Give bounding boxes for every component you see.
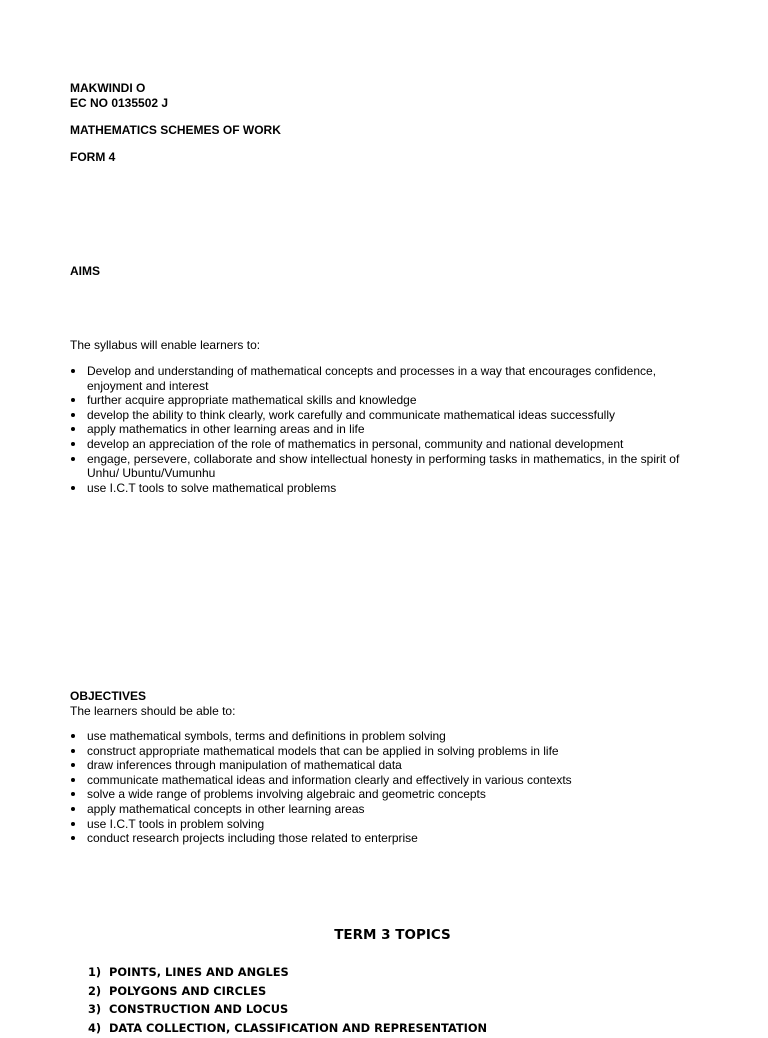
list-item: use mathematical symbols, terms and definitions in problem solving [70,729,708,744]
list-item: use I.C.T tools to solve mathematical problems [70,481,708,496]
list-item: further acquire appropriate mathematical skills and knowledge [70,393,708,408]
term-heading: TERM 3 TOPICS [334,927,451,943]
list-item: conduct research projects including those related to enterprise [70,831,708,846]
topic-number: 1) [88,965,102,979]
topic-label: POLYGONS AND CIRCLES [108,983,267,998]
aims-list [70,364,708,495]
objectives-list [70,729,708,846]
topic-label: POINTS, LINES AND ANGLES [108,965,289,979]
list-item: develop an appreciation of the role of mathematics in personal, community and national development [70,437,708,452]
aims-heading: AIMS [70,264,100,278]
topic-number: 2) [88,983,102,998]
list-item: solve a wide range of problems involving algebraic and geometric concepts [70,787,708,802]
list-item [88,963,487,982]
list-item: engage, persevere, collaborate and show intellectual honesty in performing tasks in mathematics, in the spirit of Unhu/ Ubuntu/Vumunhu [70,452,708,481]
list-item: apply mathematics in other learning areas and in life [70,422,708,437]
list-item: use I.C.T tools in problem solving [70,817,708,832]
list-item: draw inferences through manipulation of mathematical data [70,758,708,773]
ec-number: EC NO 0135502 J [70,96,169,110]
form-label: FORM 4 [70,150,116,164]
list-item [88,1000,487,1019]
objectives-heading: OBJECTIVES [70,689,147,703]
list-item: apply mathematical concepts in other learning areas [70,802,708,817]
list-item: construct appropriate mathematical models that can be applied in solving problems in life [70,744,708,759]
list-item [88,1019,487,1038]
author-name: MAKWINDI O [70,81,146,95]
document-title: MATHEMATICS SCHEMES OF WORK [70,123,281,137]
list-item [88,982,487,1001]
list-item: Develop and understanding of mathematical concepts and processes in a way that encourages confidence, enjoyment and interest [70,364,708,393]
topic-label: CONSTRUCTION AND LOCUS [108,1002,289,1017]
topics-list [88,963,487,1038]
list-item: communicate mathematical ideas and information clearly and effectively in various contexts [70,773,708,788]
topic-number: 4) [88,1021,102,1036]
aims-intro: The syllabus will enable learners to: [70,338,261,352]
topic-label: DATA COLLECTION, CLASSIFICATION AND REPRESENTATION [108,1021,488,1036]
list-item: develop the ability to think clearly, work carefully and communicate mathematical ideas successfully [70,408,708,423]
topic-number: 3) [88,1002,102,1017]
objectives-intro: The learners should be able to: [70,704,236,718]
